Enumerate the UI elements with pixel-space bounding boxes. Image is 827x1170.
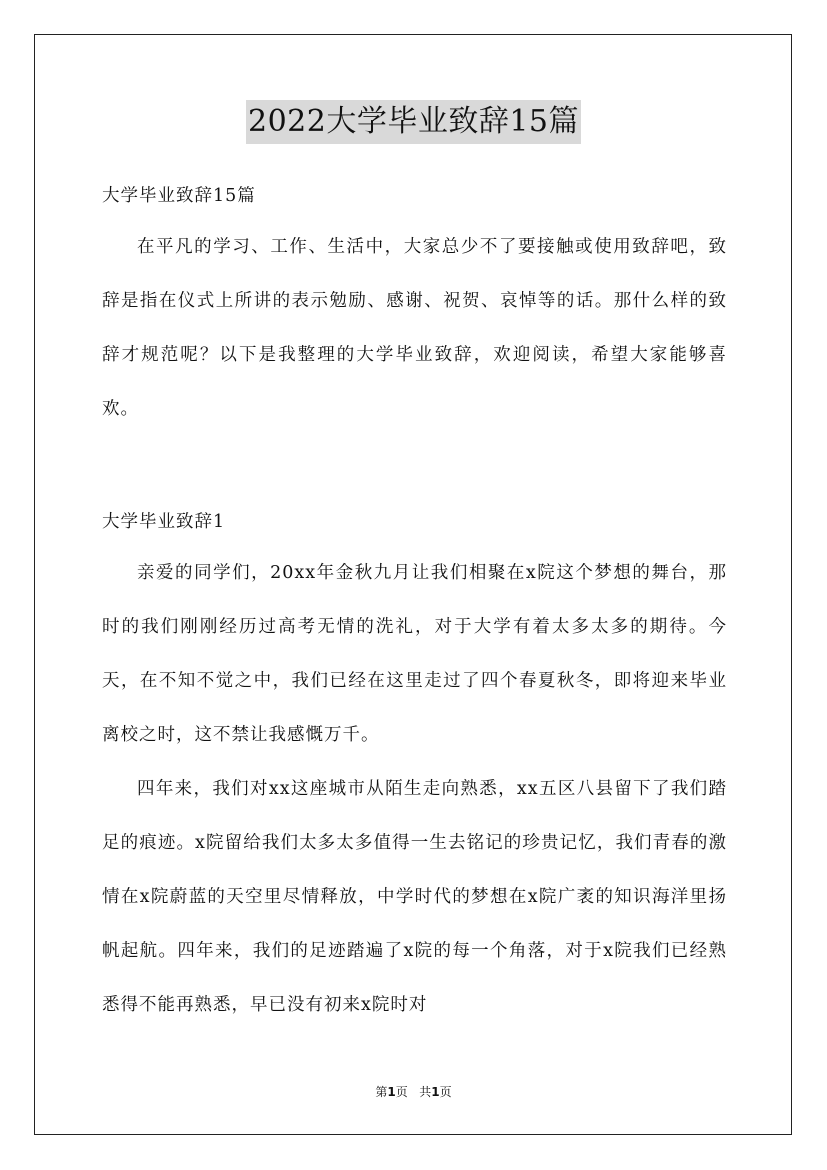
section-paragraph: 亲爱的同学们，20xx年金秋九月让我们相聚在x院这个梦想的舞台，那时的我们刚刚经历过高考无情的洗礼，对于大学有着太多太多的期待。今天，在不知不觉之中，我们已经在这里走过了四个春夏秋冬，即将迎来毕业离校之时，这不禁让我感慨万千。 [102, 563, 727, 745]
document-title [0, 100, 827, 144]
footer-total-prefix: 共 [419, 1085, 432, 1099]
section-paragraph: 四年来，我们对xx这座城市从陌生走向熟悉，xx五区八县留下了我们踏足的痕迹。x院留给我们太多太多值得一生去铭记的珍贵记忆，我们青春的激情在x院蔚蓝的天空里尽情释放，中学时代的梦想在x院广袤的知识海洋里扬帆起航。四年来，我们的足迹踏遍了x院的每一个角落，对于x院我们已经熟悉得不能再熟悉，早已没有初来x院时对 [102, 779, 727, 1015]
document-title-text: 2022大学毕业致辞15篇 [246, 100, 581, 144]
footer-page-suffix: 页 [395, 1085, 408, 1099]
section-heading: 大学毕业致辞1 [102, 512, 226, 532]
footer-total-suffix: 页 [439, 1085, 452, 1099]
page-footer [0, 1083, 827, 1100]
footer-page-prefix: 第 [375, 1085, 388, 1099]
intro-paragraph: 在平凡的学习、工作、生活中，大家总少不了要接触或使用致辞吧，致辞是指在仪式上所讲的表示勉励、感谢、祝贺、哀悼等的话。那什么样的致辞才规范呢？以下是我整理的大学毕业致辞，欢迎阅读，希望大家能够喜欢。 [102, 237, 727, 419]
footer-page-number: 1 [387, 1085, 396, 1099]
subtitle: 大学毕业致辞15篇 [102, 186, 256, 206]
footer-total-number: 1 [431, 1085, 440, 1099]
